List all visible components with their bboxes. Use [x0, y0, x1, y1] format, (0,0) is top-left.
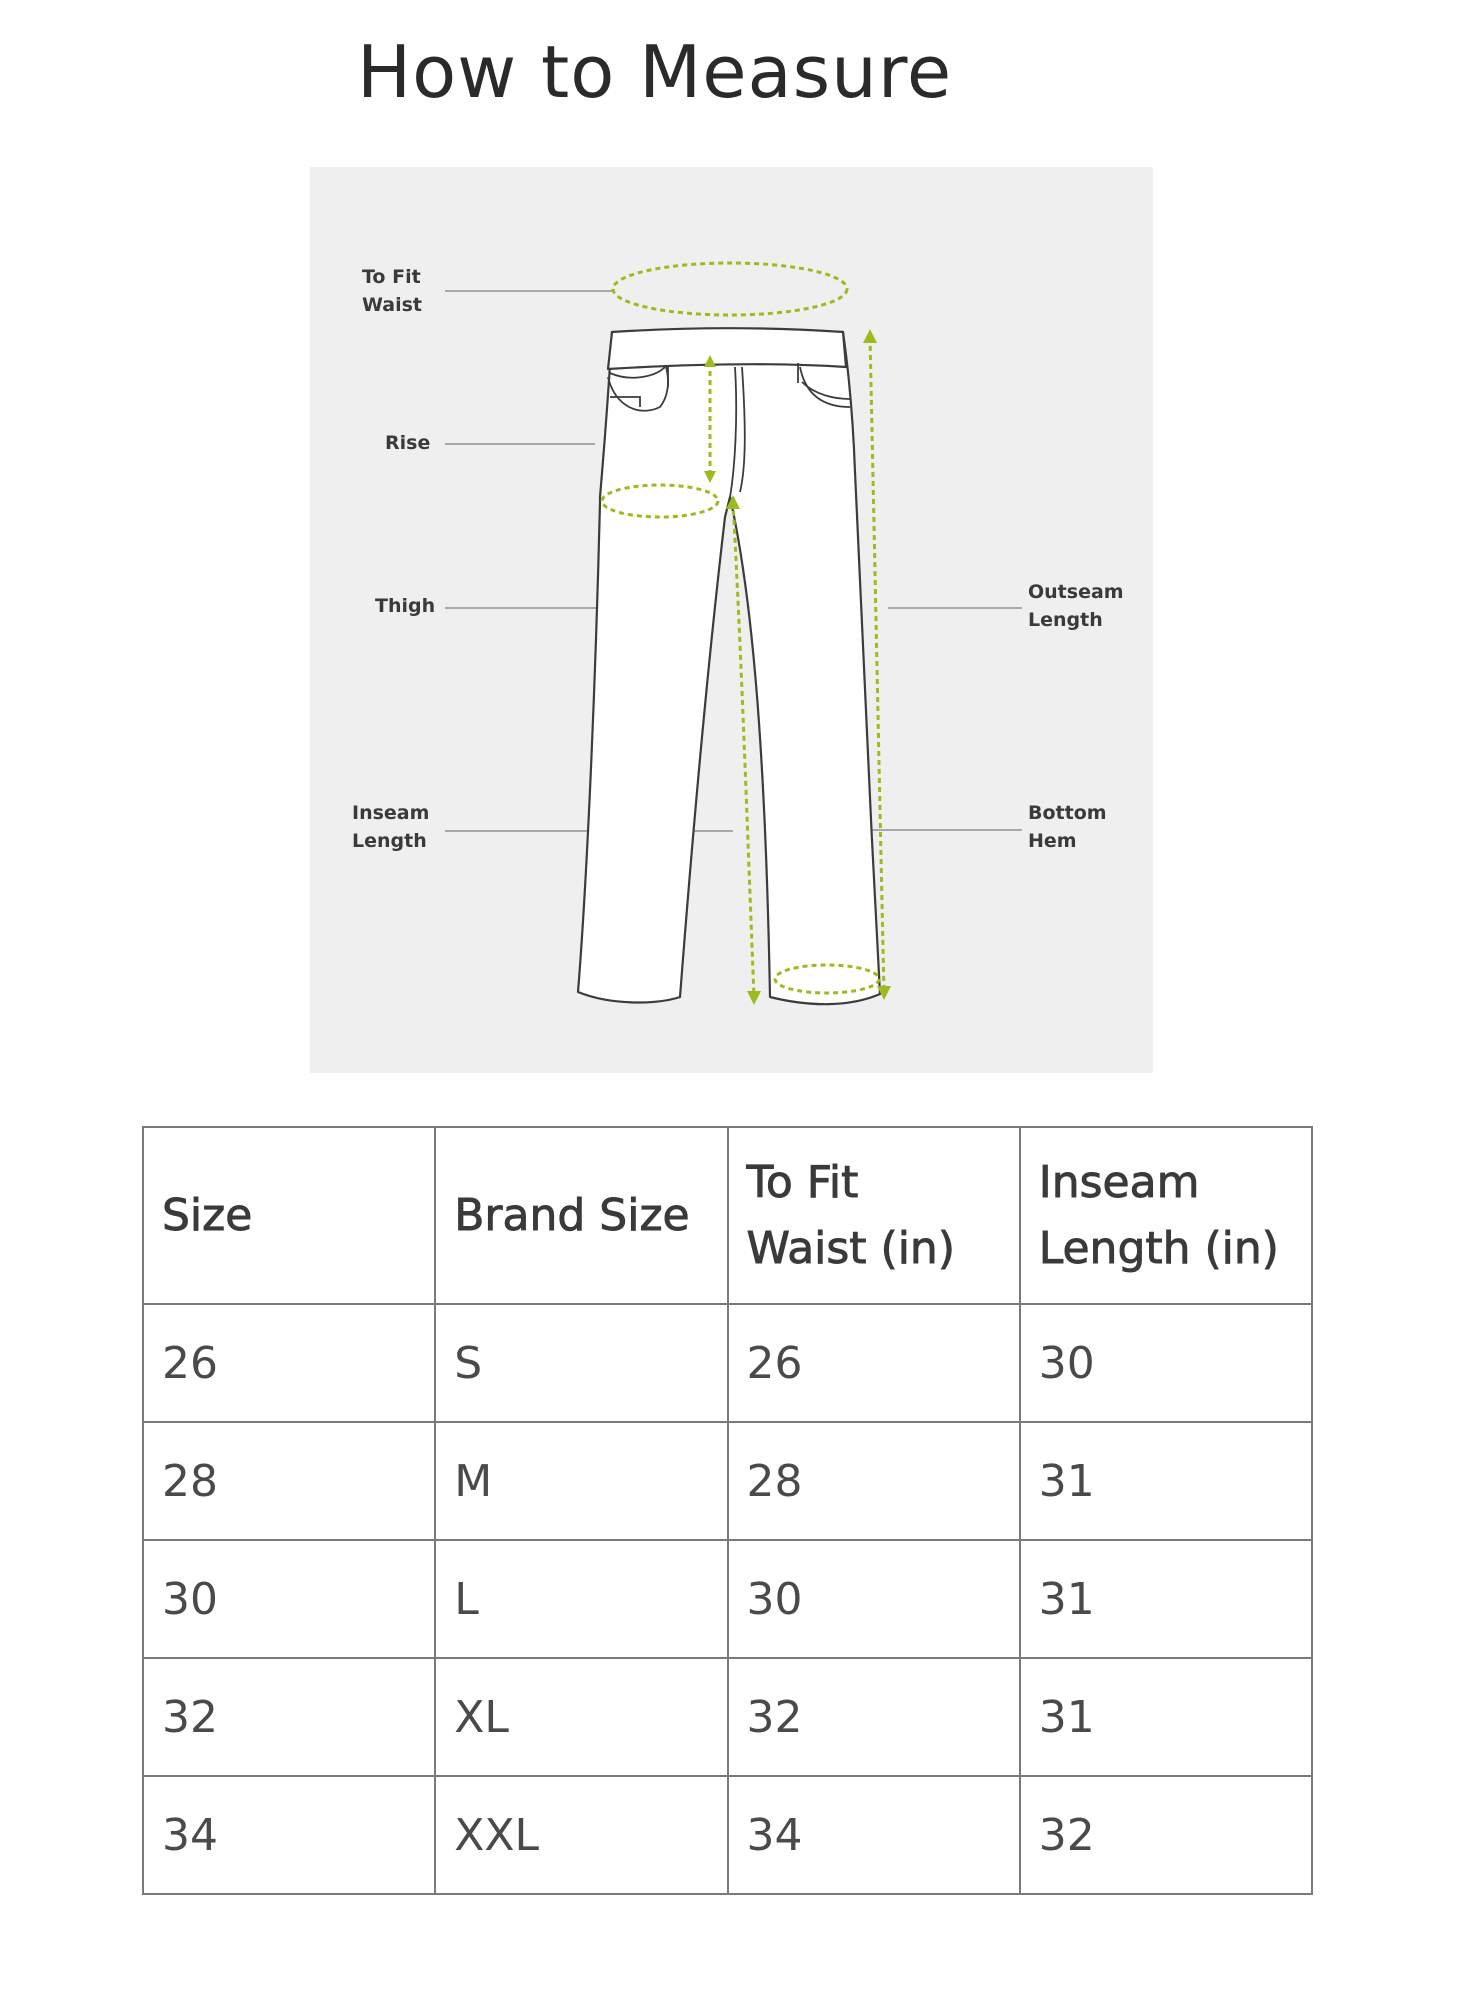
cell-brand-size: S	[435, 1304, 727, 1422]
cell-waist: 30	[728, 1540, 1020, 1658]
waist-label: To Fit Waist	[362, 266, 423, 316]
waist-guide	[613, 263, 847, 315]
cell-brand-size: M	[435, 1422, 727, 1540]
page-title: How to Measure	[357, 30, 953, 114]
header-waist: To Fit Waist (in)	[728, 1127, 1020, 1304]
cell-brand-size: XXL	[435, 1776, 727, 1894]
cell-size: 34	[143, 1776, 435, 1894]
cell-waist: 34	[728, 1776, 1020, 1894]
inseam-label: Inseam Length	[352, 802, 430, 852]
table-row	[143, 1422, 1312, 1540]
cell-inseam: 31	[1020, 1658, 1312, 1776]
pants-illustration	[310, 167, 1153, 1073]
cell-waist: 28	[728, 1422, 1020, 1540]
thigh-label: Thigh	[375, 595, 436, 617]
size-chart-table	[142, 1126, 1313, 1895]
table-row	[143, 1540, 1312, 1658]
rise-label: Rise	[385, 432, 431, 454]
table-row	[143, 1658, 1312, 1776]
pants-outline	[578, 328, 880, 1004]
cell-brand-size: L	[435, 1540, 727, 1658]
cell-inseam: 31	[1020, 1422, 1312, 1540]
cell-size: 30	[143, 1540, 435, 1658]
header-brand-size: Brand Size	[435, 1127, 727, 1304]
cell-size: 26	[143, 1304, 435, 1422]
cell-size: 28	[143, 1422, 435, 1540]
measurement-diagram	[310, 167, 1153, 1073]
header-inseam: Inseam Length (in)	[1020, 1127, 1312, 1304]
table-row	[143, 1776, 1312, 1894]
header-size: Size	[143, 1127, 435, 1304]
cell-waist: 32	[728, 1658, 1020, 1776]
cell-inseam: 30	[1020, 1304, 1312, 1422]
table-header-row	[143, 1127, 1312, 1304]
cell-waist: 26	[728, 1304, 1020, 1422]
table-row	[143, 1304, 1312, 1422]
outseam-label: Outseam Length	[1028, 581, 1124, 631]
cell-brand-size: XL	[435, 1658, 727, 1776]
hem-label: Bottom Hem	[1028, 802, 1107, 852]
cell-inseam: 32	[1020, 1776, 1312, 1894]
cell-size: 32	[143, 1658, 435, 1776]
cell-inseam: 31	[1020, 1540, 1312, 1658]
